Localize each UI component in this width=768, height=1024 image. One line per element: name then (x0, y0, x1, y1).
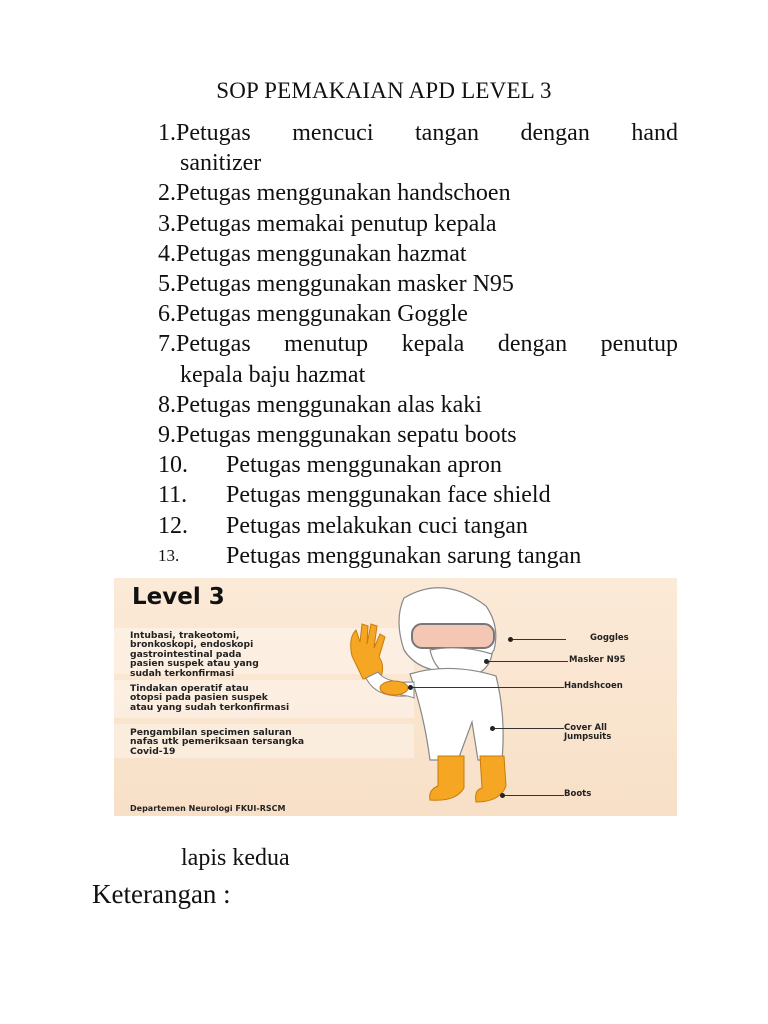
goggles-leader (510, 639, 566, 640)
step-6: 6. Petugas menggunakan Goggle (158, 301, 468, 328)
mask-dot (484, 659, 489, 664)
step-7-continued: kepala baju hazmat (180, 361, 366, 388)
label-boots: Boots (564, 789, 592, 799)
coverall-dot (490, 726, 495, 731)
handschoen-leader (410, 687, 564, 688)
mask-leader (486, 661, 568, 662)
apd-level3-illustration (114, 578, 677, 816)
goggles-dot (508, 637, 513, 642)
document-title: SOP PEMAKAIAN APD LEVEL 3 (216, 78, 552, 103)
figure-source: Departemen Neurologi FKUI-RSCM (130, 804, 286, 813)
step-1-continued: sanitizer (180, 150, 262, 177)
boots-dot (500, 793, 505, 798)
procedure-text-2: Tindakan operatif atau otopsi pada pasien suspek atau yang sudah terkonfirmasi (130, 683, 290, 713)
label-handshcoen: Handshcoen (564, 681, 623, 691)
figure-title: Level 3 (132, 584, 225, 610)
label-cover-all: Cover All Jumpsuits (564, 723, 612, 742)
step-9: 9. Petugas menggunakan sepatu boots (158, 422, 517, 449)
step-8: 8. Petugas menggunakan alas kaki (158, 391, 482, 418)
step-11: 11. Petugas menggunakan face shield (158, 482, 551, 509)
step-7: 7. Petugas menutup kepala dengan penutup (158, 331, 678, 358)
step-12: 12. Petugas melakukan cuci tangan (158, 512, 528, 539)
handschoen-dot (408, 685, 413, 690)
procedure-text-3: Pengambilan specimen saluran nafas utk pemeriksaan tersangka Covid-19 (130, 727, 305, 757)
keterangan-heading: Keterangan : (92, 879, 231, 909)
step-3: 3. Petugas memakai penutup kepala (158, 210, 497, 237)
step-10: 10. Petugas menggunakan apron (158, 452, 502, 479)
step-13: 13. Petugas menggunakan sarung tangan (158, 542, 582, 569)
steps-list (158, 118, 678, 571)
step-1: 1. Petugas mencuci tangan dengan hand (158, 120, 678, 146)
step-5: 5. Petugas menggunakan masker N95 (158, 271, 514, 298)
label-goggles: Goggles (590, 633, 629, 643)
lapis-kedua-text: lapis kedua (181, 845, 290, 871)
boots-leader (502, 795, 564, 796)
procedure-text-1: Intubasi, trakeotomi, bronkoskopi, endoskopi gastrointestinal pada pasien suspek atau yang sudah terkonfirmasi (130, 630, 259, 679)
label-masker-n95: Masker N95 (569, 655, 626, 665)
step-2: 2. Petugas menggunakan handschoen (158, 180, 511, 207)
hazmat-person-figure (334, 578, 564, 816)
coverall-leader (492, 728, 564, 729)
step-4: 4. Petugas menggunakan hazmat (158, 240, 467, 267)
